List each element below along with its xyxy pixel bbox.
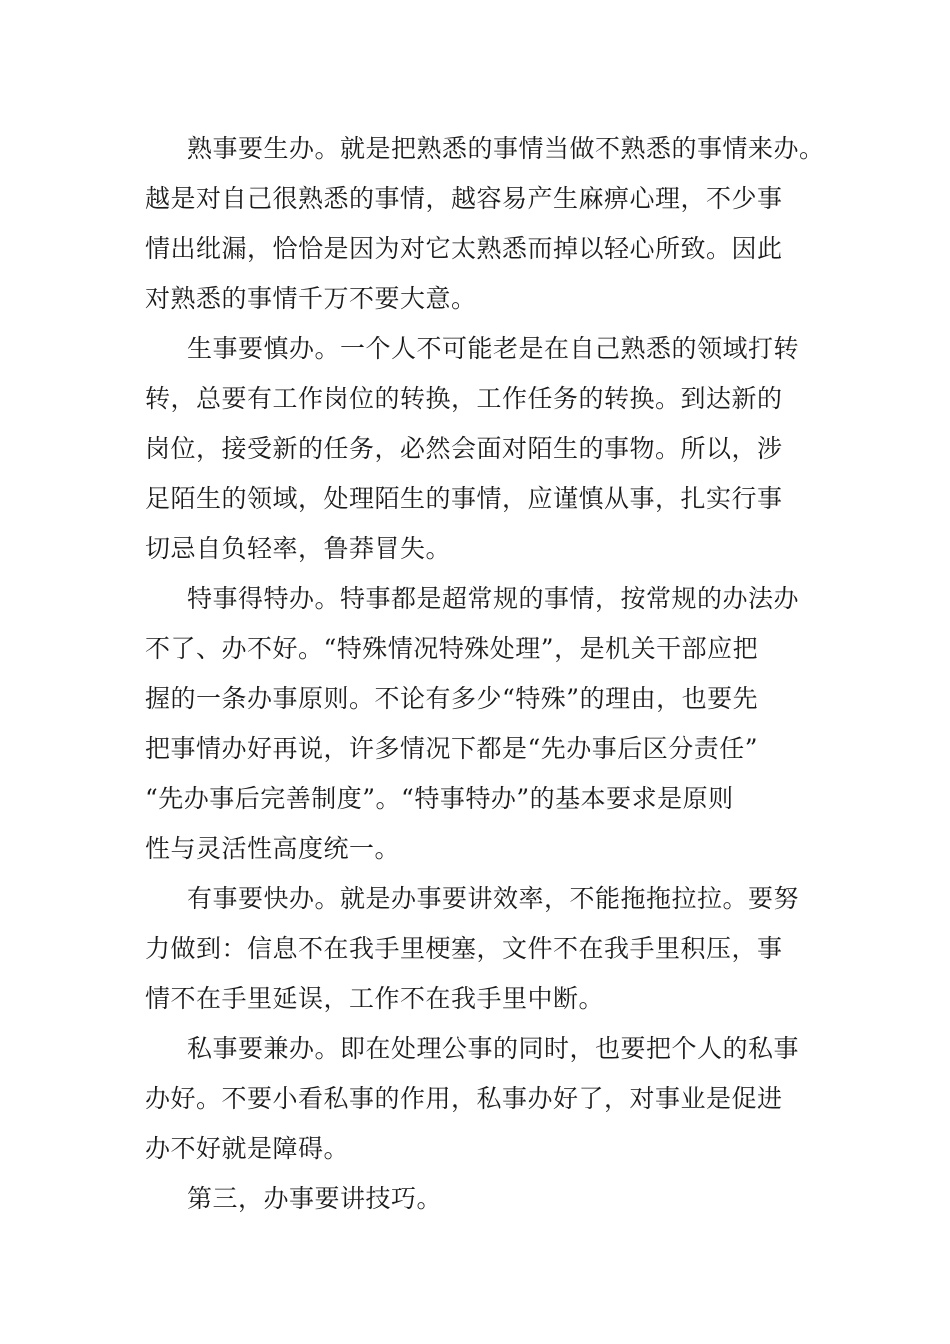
- text-line: 不了、办不好。“特殊情况特殊处理”，是机关干部应把: [145, 634, 759, 663]
- paragraph-private-matters: [145, 1024, 815, 1174]
- text-line: 足陌生的领域，处理陌生的事情，应谨慎从事，扎实行事: [145, 484, 783, 513]
- text-line: 情出纰漏，恰恰是因为对它太熟悉而掉以轻心所致。因此: [145, 234, 783, 263]
- text-line: 岗位，接受新的任务，必然会面对陌生的事物。所以，涉: [145, 434, 783, 463]
- text-line: 性与灵活性高度统一。: [145, 834, 401, 863]
- text-line: 握的一条办事原则。不论有多少“特殊”的理由，也要先: [145, 684, 759, 713]
- paragraph-unfamiliar-matters: [145, 324, 815, 574]
- text-line: 第三，办事要讲技巧。: [187, 1184, 443, 1213]
- section-heading-skills: [145, 1174, 815, 1224]
- text-line: 私事要兼办。即在处理公事的同时，也要把个人的私事: [187, 1034, 800, 1063]
- text-line: 把事情办好再说，许多情况下都是“先办事后区分责任”: [145, 734, 759, 763]
- paragraph-familiar-matters: [145, 124, 825, 324]
- text-line: 办不好就是障碍。: [145, 1134, 350, 1163]
- text-line: 力做到：信息不在我手里梗塞，文件不在我手里积压，事: [145, 934, 783, 963]
- text-line: 切忌自负轻率，鲁莽冒失。: [145, 534, 452, 563]
- text-line: 办好。不要小看私事的作用，私事办好了，对事业是促进: [145, 1084, 783, 1113]
- text-line: 生事要慎办。一个人不可能老是在自己熟悉的领域打转: [187, 334, 800, 363]
- text-line: 转，总要有工作岗位的转换，工作任务的转换。到达新的: [145, 384, 783, 413]
- paragraph-special-matters: [145, 574, 815, 874]
- text-line: 对熟悉的事情千万不要大意。: [145, 284, 477, 313]
- text-line: 有事要快办。就是办事要讲效率，不能拖拖拉拉。要努: [187, 884, 800, 913]
- paragraph-urgent-matters: [145, 874, 815, 1024]
- text-line: 情不在手里延误，工作不在我手里中断。: [145, 984, 605, 1013]
- text-line: 熟事要生办。就是把熟悉的事情当做不熟悉的事情来办。: [187, 134, 825, 163]
- document-body: [145, 124, 825, 1224]
- text-line: 越是对自己很熟悉的事情，越容易产生麻痹心理，不少事: [145, 184, 783, 213]
- text-line: 特事得特办。特事都是超常规的事情，按常规的办法办: [187, 584, 800, 613]
- text-line: “先办事后完善制度”。“特事特办”的基本要求是原则: [145, 784, 734, 813]
